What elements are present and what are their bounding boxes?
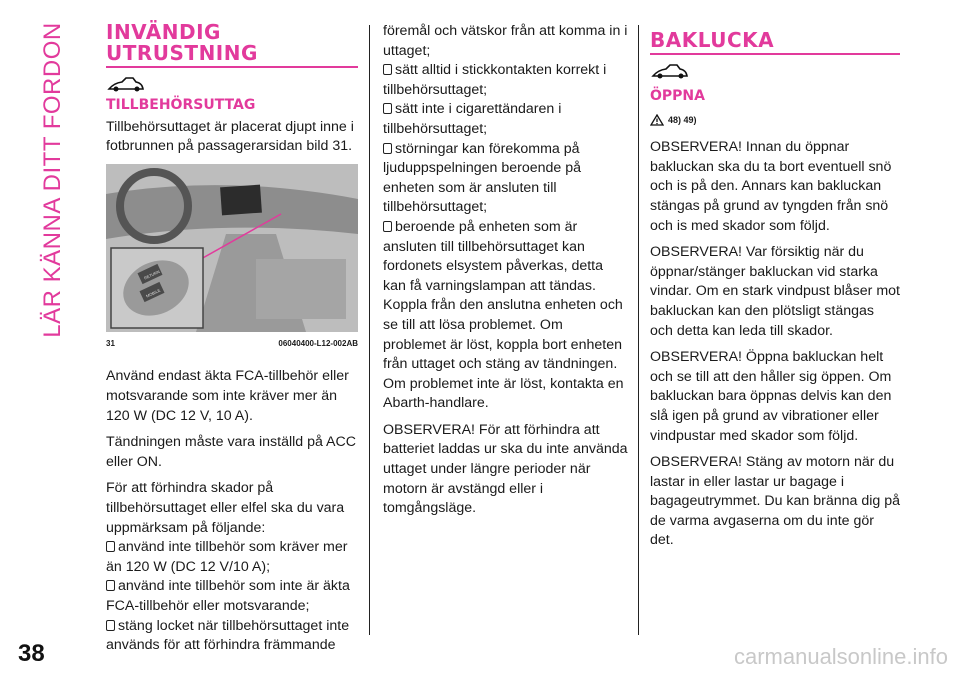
list-item: beroende på enheten som är ansluten till tillbehörsuttaget kan fordonets elsystem påverkas, detta kan få varningslampan att tändas. Koppla från den anslutna enheten och se till att lösa problemet. Om problemet är löst, koppla bort enheten från uttaget och stäng av tändningen. Om problemet inte är löst, kontakta en Abarth-handlare.	[383, 218, 624, 412]
column-divider	[369, 25, 370, 635]
paragraph: Använd endast äkta FCA-tillbehör eller motsvarande som inte kräver mer än 120 W (DC 12 V, 10 A).	[106, 368, 349, 424]
paragraph: Tändningen måste vara inställd på ACC eller ON.	[106, 434, 356, 470]
heading-rule	[650, 53, 900, 55]
checkbox-bullet-icon	[106, 541, 115, 552]
car-model-icon	[650, 61, 690, 81]
return-button-label: RETURN	[143, 268, 161, 281]
paragraph: För att förhindra skador på tillbehörsuttaget eller elfel ska du vara uppmärksam på följande:	[106, 480, 345, 536]
column-1	[106, 22, 358, 656]
figure-dashboard	[106, 164, 358, 332]
subheading: ÖPPNA	[650, 88, 705, 104]
list-item: störningar kan förekomma på ljuduppspelningen beroende på enheten som är ansluten till tillbehörsuttaget;	[383, 140, 582, 216]
section-heading: BAKLUCKA	[650, 28, 775, 52]
figure-code: 06040400-L12-002AB	[278, 338, 358, 348]
checkbox-bullet-icon	[383, 221, 392, 232]
figure-number: 31	[106, 338, 115, 348]
list-item: använd inte tillbehör som inte är äkta FCA-tillbehör eller motsvarande;	[106, 578, 350, 614]
checkbox-bullet-icon	[383, 103, 392, 114]
column-divider	[638, 25, 639, 635]
car-model-icon	[106, 74, 146, 94]
side-chapter-title-text: LÄR KÄNNA DITT FORDON	[39, 22, 66, 338]
heading-rule	[106, 66, 358, 68]
warning-triangle-icon	[650, 114, 664, 126]
paragraph: OBSERVERA! Innan du öppnar bakluckan ska du ta bort eventuell snö och is på den. Annars kan bakluckan stängas på grund av tyngden från snö och is med skador som följd.	[650, 139, 892, 234]
list-item-continuation: föremål och vätskor från att komma in i uttaget;	[383, 23, 628, 59]
figure-caption	[106, 334, 358, 354]
column-3	[650, 22, 900, 558]
list-item: stäng locket när tillbehörsuttaget inte används för att förhindra främmande	[106, 617, 350, 654]
warning-references: 48) 49)	[650, 111, 900, 131]
page-number: 38	[18, 640, 45, 667]
checkbox-bullet-icon	[106, 620, 115, 631]
checkbox-bullet-icon	[383, 64, 392, 75]
paragraph: OBSERVERA! Öppna bakluckan helt och se till att den håller sig öppen. Om bakluckan bara öppnas delvis kan den slå igen på grund av vibrationer eller vindpustar med skador som följd.	[650, 349, 892, 444]
column-2	[383, 22, 628, 526]
paragraph: Tillbehörsuttaget är placerat djupt inne i fotbrunnen på passagerarsidan bild 31.	[106, 118, 354, 155]
paragraph: OBSERVERA! För att förhindra att batteriet laddas ur ska du inte använda uttaget under längre perioder när motorn är avstängd eller i tomgångsläge.	[383, 421, 628, 517]
side-chapter-title	[28, 20, 78, 340]
dashboard-illustration	[106, 164, 358, 332]
list-item: använd inte tillbehör som kräver mer än 120 W (DC 12 V/10 A);	[106, 539, 348, 575]
checkbox-bullet-icon	[106, 580, 115, 591]
list-item: sätt alltid i stickkontakten korrekt i tillbehörsuttaget;	[383, 62, 607, 98]
section-heading: INVÄNDIG UTRUSTNING	[106, 20, 258, 65]
list-item: sätt inte i cigarettändaren i tillbehörsuttaget;	[383, 101, 562, 137]
subheading: TILLBEHÖRSUTTAG	[106, 97, 256, 113]
paragraph: OBSERVERA! Stäng av motorn när du lastar in eller lastar ur bagage i bagageutrymmet. Du kan bränna dig på de varma avgaserna om du inte gör det.	[650, 454, 901, 549]
checkbox-bullet-icon	[383, 143, 392, 154]
paragraph: OBSERVERA! Var försiktig när du öppnar/stänger bakluckan vid starka vindar. Om en stark vindpust blåser mot bakluckan kan den plötsligt stängas och detta kan leda till skador.	[650, 244, 900, 339]
mobile-button-label: MOBILE	[145, 287, 162, 299]
watermark: carmanualsonline.info	[733, 644, 948, 669]
